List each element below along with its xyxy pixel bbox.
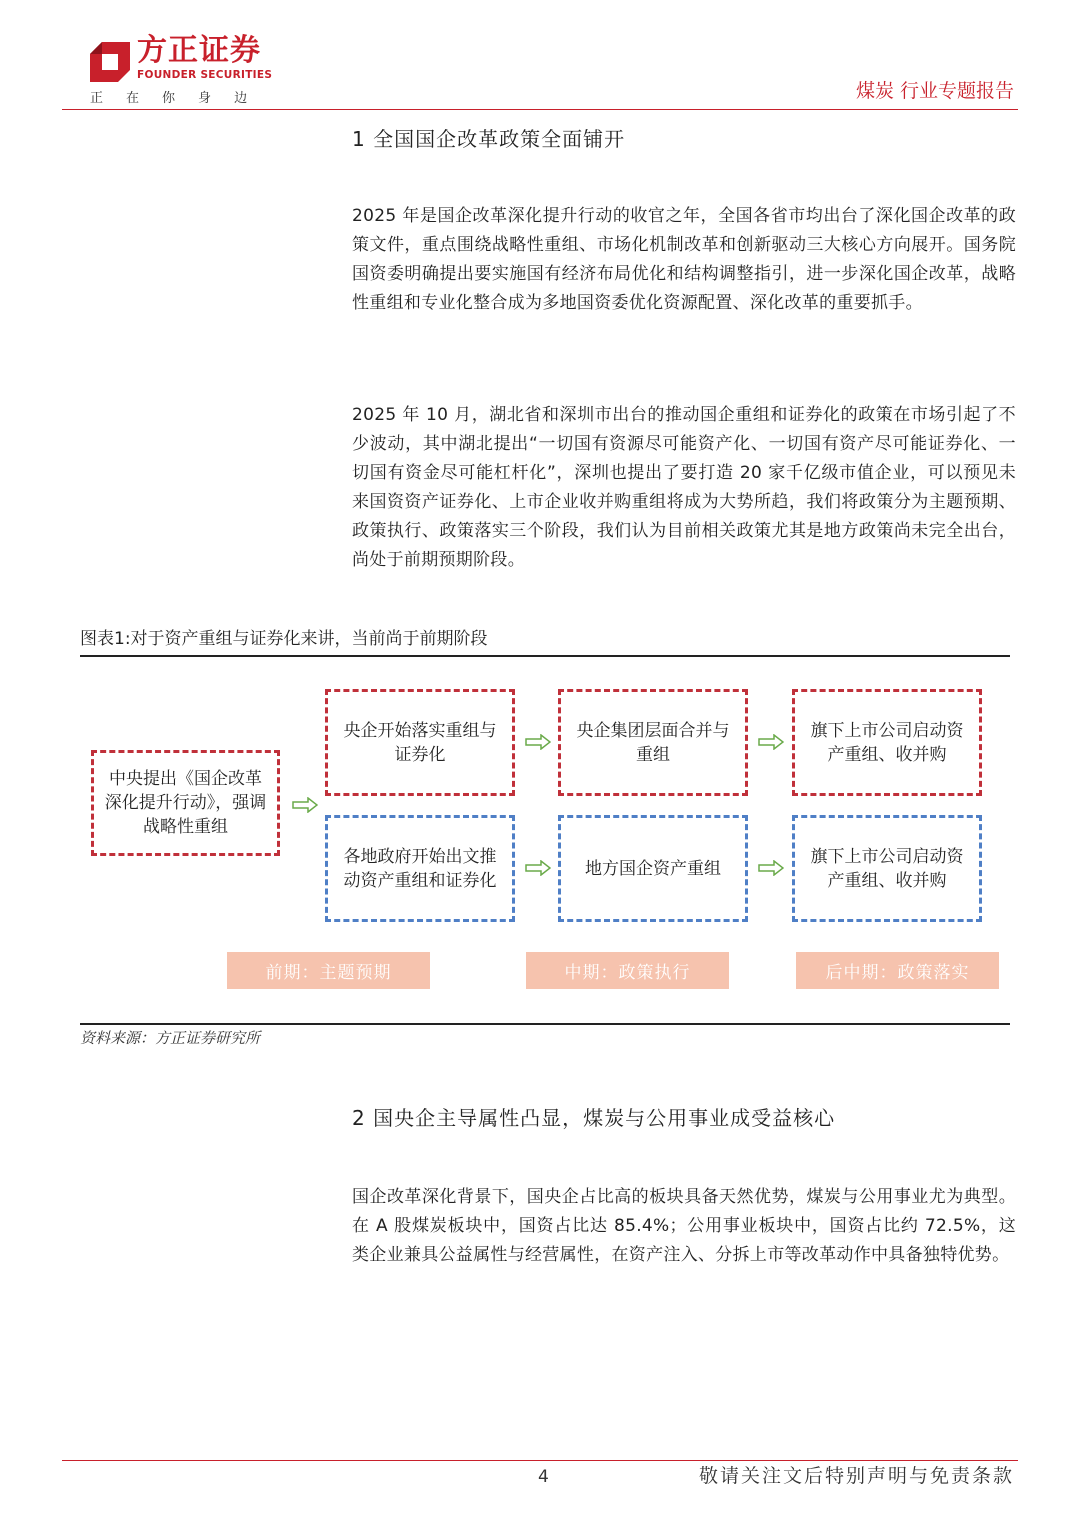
listed-company-ma-box-central: 旗下上市公司启动资产重组、收并购 — [792, 689, 982, 796]
header-divider — [62, 109, 1018, 110]
phase-early-label: 前期：主题预期 — [227, 952, 430, 989]
slogan-char: 你 — [162, 91, 176, 106]
section-2-title: 2 国央企主导属性凸显，煤炭与公用事业成受益核心 — [352, 1106, 836, 1130]
slogan-char: 在 — [126, 91, 140, 106]
figure-source: 资料来源：方正证券研究所 — [80, 1029, 261, 1047]
arrow-right-icon — [525, 860, 551, 876]
central-policy-box: 中央提出《国企改革深化提升行动》，强调战略性重组 — [91, 750, 280, 856]
slogan-char: 正 — [90, 91, 104, 106]
page-number: 4 — [538, 1467, 549, 1487]
arrow-right-icon — [292, 797, 318, 813]
disclaimer-note: 敬请关注文后特别声明与免责条款 — [698, 1465, 1014, 1487]
figure-title: 图表1:对于资产重组与证券化来讲，当前尚于前期阶段 — [80, 629, 488, 649]
section-1-paragraph-2: 2025 年 10 月，湖北省和深圳市出台的推动国企重组和证券化的政策在市场引起了不少波动，其中湖北提出“一切国有资源尽可能资产化、一切国有资产尽可能证券化、一切国有资金尽可能杠杆化”，深圳也提出了要打造 20 家千亿级市值企业，可以预见未来国资资产证券化、上市企业收并购重组将成为大势所趋，我们将政策分为主题预期、政策执行、政策落实三个阶段，我们认为目前相关政策尤其是地方政策尚未完全出台，尚处于前期预期阶段。 — [352, 405, 1016, 570]
section-1-paragraph-1: 2025 年是国企改革深化提升行动的收官之年，全国各省市均出台了深化国企改革的政策文件，重点围绕战略性重组、市场化机制改革和创新驱动三大核心方向展开。国务院国资委明确提出要实施国有经济布局优化和结构调整指引，进一步深化国企改革，战略性重组和专业化整合成为多地国资委优化资源配置、深化改革的重要抓手。 — [352, 206, 1016, 313]
footer-divider — [62, 1460, 1018, 1461]
group-merger-box: 央企集团层面合并与重组 — [558, 689, 748, 796]
logo-chinese-name: 方正证券 — [137, 33, 261, 68]
soe-restructure-box: 央企开始落实重组与证券化 — [325, 689, 515, 796]
founder-logo-icon — [88, 40, 132, 84]
listed-company-ma-box-local: 旗下上市公司启动资产重组、收并购 — [792, 815, 982, 922]
arrow-right-icon — [758, 734, 784, 750]
slogan-char: 边 — [234, 91, 248, 106]
figure-bottom-rule — [80, 1023, 1010, 1025]
slogan — [90, 92, 270, 105]
arrow-right-icon — [525, 734, 551, 750]
logo-english-name: FOUNDER SECURITIES — [137, 69, 273, 81]
section-2-paragraph: 国企改革深化背景下，国央企占比高的板块具备天然优势，煤炭与公用事业尤为典型。在 A 股煤炭板块中，国资占比达 85.4%；公用事业板块中，国资占比约 72.5%，这类企业兼具公益属性与经营属性，在资产注入、分拆上市等改革动作中具备独特优势。 — [352, 1187, 1016, 1265]
phase-late-label: 后中期：政策落实 — [796, 952, 999, 989]
document-type: 煤炭 行业专题报告 — [855, 80, 1014, 102]
figure-top-rule — [80, 655, 1010, 657]
local-soe-restructure-box: 地方国企资产重组 — [558, 815, 748, 922]
local-government-policy-box: 各地政府开始出文推动资产重组和证券化 — [325, 815, 515, 922]
section-1-title: 1 全国国企改革政策全面铺开 — [352, 127, 626, 151]
phase-middle-label: 中期：政策执行 — [526, 952, 729, 989]
arrow-right-icon — [758, 860, 784, 876]
slogan-char: 身 — [198, 91, 212, 106]
